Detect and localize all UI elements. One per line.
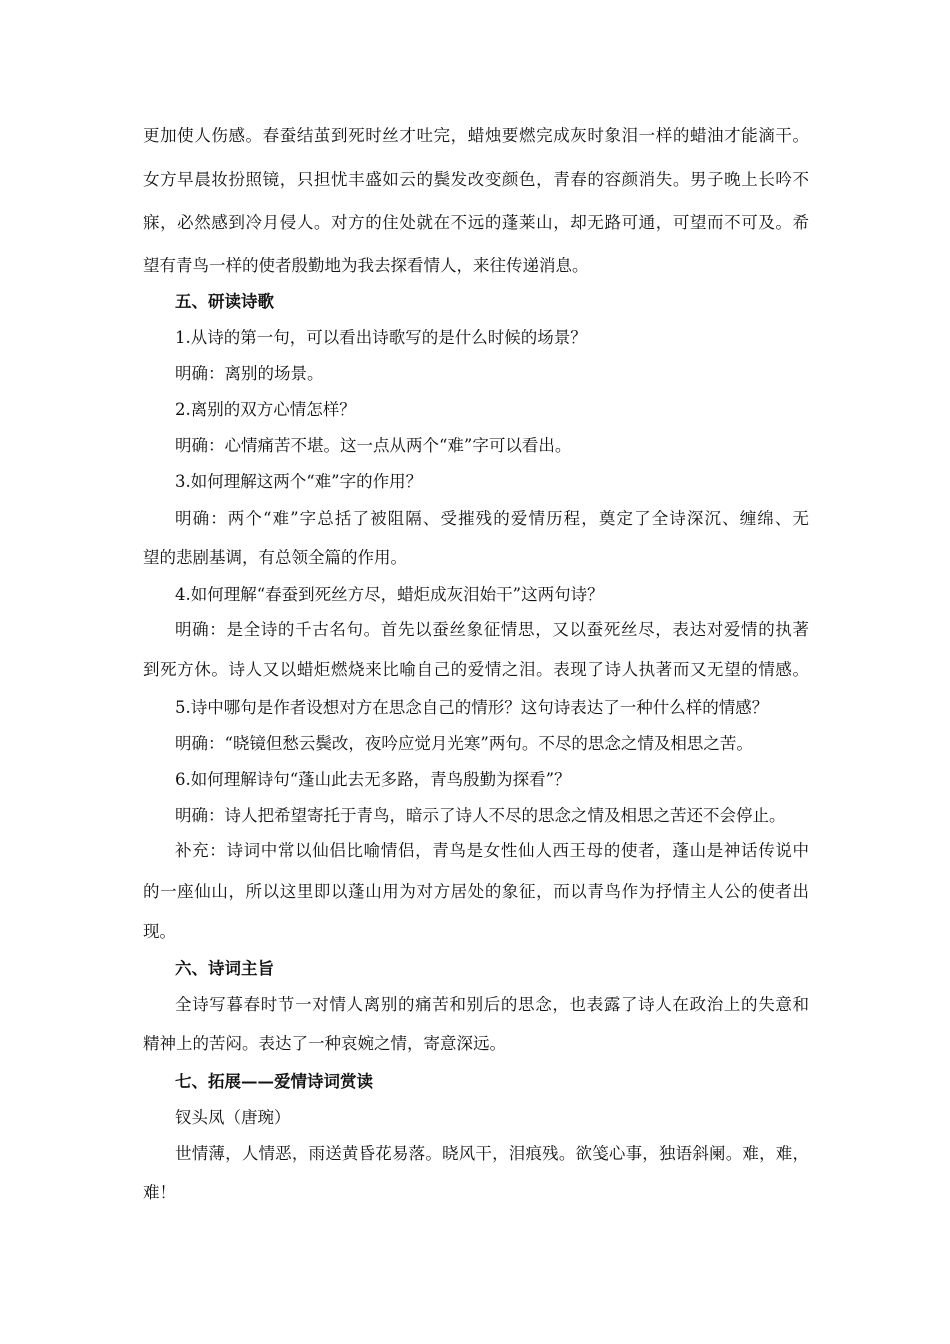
supplement-line: 现。 <box>143 922 176 941</box>
theme-line: 精神上的苦闷。表达了一种哀婉之情，寄意深远。 <box>143 1034 506 1053</box>
answer-4-line: 到死方休。诗人又以蜡炬燃烧来比喻自己的爱情之泪。表现了诗人执著而又无望的情感。 <box>143 660 809 679</box>
question-6: 6.如何理解诗句“蓬山此去无多路，青鸟殷勤为探看”？ <box>175 770 571 789</box>
poem-line: 难！ <box>143 1183 176 1202</box>
paragraph-line: 寐，必然感到冷月侵人。对方的住处就在不远的蓬莱山，却无路可通，可望而不可及。希 <box>143 213 809 232</box>
question-1: 1.从诗的第一句，可以看出诗歌写的是什么时候的场景？ <box>175 328 587 347</box>
question-2: 2.离别的双方心情怎样？ <box>175 400 356 419</box>
answer-6: 明确：诗人把希望寄托于青鸟，暗示了诗人不尽的思念之情及相思之苦还不会停止。 <box>175 806 786 825</box>
supplement-line: 的一座仙山，所以这里即以蓬山用为对方居处的象征，而以青鸟作为抒情主人公的使者出 <box>143 882 809 901</box>
section-heading-7: 七、拓展——爱情诗词赏读 <box>175 1072 373 1091</box>
question-3: 3.如何理解这两个“难”字的作用？ <box>175 472 423 491</box>
answer-5: 明确：“晓镜但愁云鬓改，夜吟应觉月光寒”两句。不尽的思念之情及相思之苦。 <box>175 734 753 753</box>
answer-3-line: 明确：两个“难”字总括了被阻隔、受摧残的爱情历程，奠定了全诗深沉、缠绵、无 <box>175 509 809 528</box>
paragraph-line: 望有青鸟一样的使者殷勤地为我去探看情人，来往传递消息。 <box>143 256 589 275</box>
paragraph-line: 女方早晨妆扮照镜，只担忧丰盛如云的鬓发改变颜色，青春的容颜消失。男子晚上长吟不 <box>143 170 809 189</box>
poem-line: 世情薄，人情恶，雨送黄昏花易落。晓风干，泪痕残。欲笺心事，独语斜阑。难，难， <box>175 1144 809 1163</box>
answer-3-line: 望的悲剧基调，有总领全篇的作用。 <box>143 548 407 567</box>
answer-2: 明确：心情痛苦不堪。这一点从两个“难”字可以看出。 <box>175 436 572 455</box>
supplement-line: 补充：诗词中常以仙侣比喻情侣，青鸟是女性仙人西王母的使者，蓬山是神话传说中 <box>175 841 809 860</box>
section-heading-5: 五、研读诗歌 <box>175 292 274 311</box>
question-4: 4.如何理解“春蚕到死丝方尽，蜡炬成灰泪始干”这两句诗？ <box>175 585 604 604</box>
poem-title: 钗头凤（唐琬） <box>175 1108 291 1127</box>
paragraph-line: 更加使人伤感。春蚕结茧到死时丝才吐完，蜡烛要燃完成灰时象泪一样的蜡油才能滴干。 <box>143 126 809 145</box>
theme-line: 全诗写暮春时节一对情人离别的痛苦和别后的思念，也表露了诗人在政治上的失意和 <box>175 995 809 1014</box>
answer-1: 明确：离别的场景。 <box>175 364 324 383</box>
section-heading-6: 六、诗词主旨 <box>175 959 274 978</box>
answer-4-line: 明确：是全诗的千古名句。首先以蚕丝象征情思，又以蚕死丝尽，表达对爱情的执著 <box>175 620 809 639</box>
question-5: 5.诗中哪句是作者设想对方在思念自己的情形？这句诗表达了一种什么样的情感？ <box>175 698 769 717</box>
